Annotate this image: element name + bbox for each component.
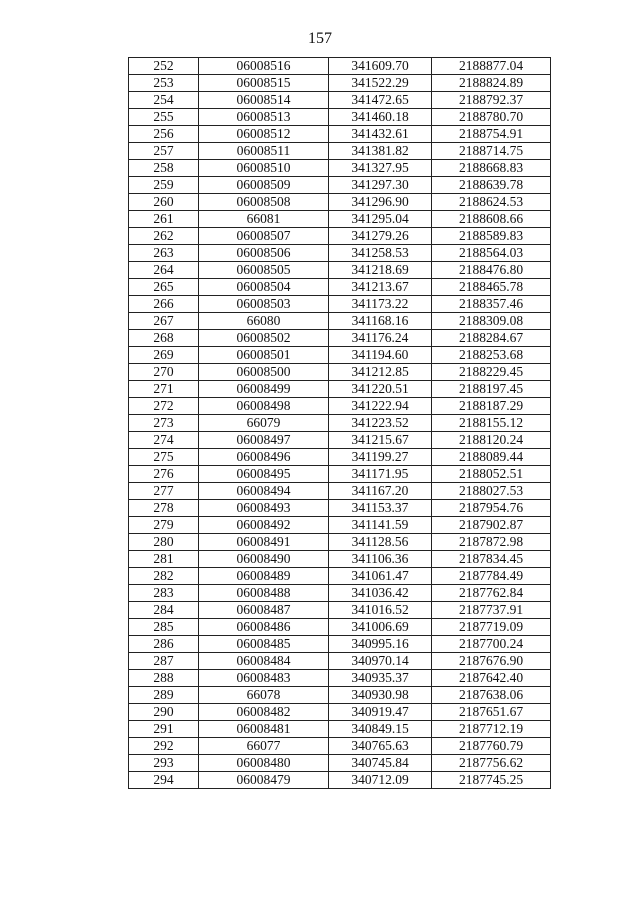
y-coordinate-cell: 2187784.49	[432, 568, 551, 585]
x-coordinate-cell: 340849.15	[329, 721, 432, 738]
x-coordinate-cell: 341472.65	[329, 92, 432, 109]
x-coordinate-cell: 341258.53	[329, 245, 432, 262]
table-row	[129, 466, 551, 483]
row-number-cell: 265	[129, 279, 199, 296]
y-coordinate-cell: 2187745.25	[432, 772, 551, 789]
y-coordinate-cell: 2188824.89	[432, 75, 551, 92]
table-row	[129, 347, 551, 364]
row-number-cell: 292	[129, 738, 199, 755]
y-coordinate-cell: 2187760.79	[432, 738, 551, 755]
point-id-cell: 06008493	[199, 500, 329, 517]
x-coordinate-cell: 341213.67	[329, 279, 432, 296]
x-coordinate-cell: 341212.85	[329, 364, 432, 381]
y-coordinate-cell: 2188253.68	[432, 347, 551, 364]
x-coordinate-cell: 341061.47	[329, 568, 432, 585]
y-coordinate-cell: 2187676.90	[432, 653, 551, 670]
table-row	[129, 721, 551, 738]
row-number-cell: 254	[129, 92, 199, 109]
table-row	[129, 551, 551, 568]
point-id-cell: 06008508	[199, 194, 329, 211]
x-coordinate-cell: 341522.29	[329, 75, 432, 92]
x-coordinate-cell: 340919.47	[329, 704, 432, 721]
row-number-cell: 274	[129, 432, 199, 449]
x-coordinate-cell: 341609.70	[329, 58, 432, 75]
row-number-cell: 255	[129, 109, 199, 126]
row-number-cell: 268	[129, 330, 199, 347]
row-number-cell: 291	[129, 721, 199, 738]
y-coordinate-cell: 2187762.84	[432, 585, 551, 602]
row-number-cell: 288	[129, 670, 199, 687]
point-id-cell: 06008510	[199, 160, 329, 177]
x-coordinate-cell: 341297.30	[329, 177, 432, 194]
x-coordinate-cell: 341222.94	[329, 398, 432, 415]
x-coordinate-cell: 341194.60	[329, 347, 432, 364]
point-id-cell: 06008484	[199, 653, 329, 670]
point-id-cell: 06008491	[199, 534, 329, 551]
x-coordinate-cell: 341460.18	[329, 109, 432, 126]
row-number-cell: 267	[129, 313, 199, 330]
y-coordinate-cell: 2187642.40	[432, 670, 551, 687]
row-number-cell: 282	[129, 568, 199, 585]
x-coordinate-cell: 341176.24	[329, 330, 432, 347]
table-row	[129, 160, 551, 177]
row-number-cell: 258	[129, 160, 199, 177]
table-row	[129, 194, 551, 211]
point-id-cell: 06008511	[199, 143, 329, 160]
point-id-cell: 06008496	[199, 449, 329, 466]
table-row	[129, 92, 551, 109]
y-coordinate-cell: 2188357.46	[432, 296, 551, 313]
y-coordinate-cell: 2187834.45	[432, 551, 551, 568]
row-number-cell: 290	[129, 704, 199, 721]
y-coordinate-cell: 2187651.67	[432, 704, 551, 721]
table-row	[129, 177, 551, 194]
row-number-cell: 289	[129, 687, 199, 704]
row-number-cell: 279	[129, 517, 199, 534]
point-id-cell: 06008514	[199, 92, 329, 109]
x-coordinate-cell: 340765.63	[329, 738, 432, 755]
table-row	[129, 398, 551, 415]
point-id-cell: 06008505	[199, 262, 329, 279]
y-coordinate-cell: 2188589.83	[432, 228, 551, 245]
x-coordinate-cell: 341327.95	[329, 160, 432, 177]
point-id-cell: 66079	[199, 415, 329, 432]
y-coordinate-cell: 2188187.29	[432, 398, 551, 415]
point-id-cell: 06008485	[199, 636, 329, 653]
table-row	[129, 653, 551, 670]
table-row	[129, 296, 551, 313]
y-coordinate-cell: 2188608.66	[432, 211, 551, 228]
point-id-cell: 06008498	[199, 398, 329, 415]
y-coordinate-cell: 2188052.51	[432, 466, 551, 483]
table-row	[129, 126, 551, 143]
y-coordinate-cell: 2188780.70	[432, 109, 551, 126]
row-number-cell: 276	[129, 466, 199, 483]
table-row	[129, 279, 551, 296]
y-coordinate-cell: 2188027.53	[432, 483, 551, 500]
table-row	[129, 381, 551, 398]
x-coordinate-cell: 341223.52	[329, 415, 432, 432]
row-number-cell: 275	[129, 449, 199, 466]
x-coordinate-cell: 340935.37	[329, 670, 432, 687]
coordinates-table-body	[129, 58, 551, 789]
row-number-cell: 270	[129, 364, 199, 381]
row-number-cell: 286	[129, 636, 199, 653]
row-number-cell: 281	[129, 551, 199, 568]
table-row	[129, 687, 551, 704]
point-id-cell: 06008516	[199, 58, 329, 75]
x-coordinate-cell: 341106.36	[329, 551, 432, 568]
point-id-cell: 06008489	[199, 568, 329, 585]
table-row	[129, 483, 551, 500]
x-coordinate-cell: 341199.27	[329, 449, 432, 466]
point-id-cell: 06008499	[199, 381, 329, 398]
table-row	[129, 704, 551, 721]
x-coordinate-cell: 341036.42	[329, 585, 432, 602]
y-coordinate-cell: 2187712.19	[432, 721, 551, 738]
x-coordinate-cell: 341295.04	[329, 211, 432, 228]
x-coordinate-cell: 340930.98	[329, 687, 432, 704]
point-id-cell: 06008495	[199, 466, 329, 483]
row-number-cell: 261	[129, 211, 199, 228]
table-row	[129, 670, 551, 687]
y-coordinate-cell: 2188639.78	[432, 177, 551, 194]
y-coordinate-cell: 2188668.83	[432, 160, 551, 177]
y-coordinate-cell: 2188089.44	[432, 449, 551, 466]
row-number-cell: 252	[129, 58, 199, 75]
table-row	[129, 143, 551, 160]
table-row	[129, 245, 551, 262]
point-id-cell: 06008501	[199, 347, 329, 364]
row-number-cell: 280	[129, 534, 199, 551]
point-id-cell: 66081	[199, 211, 329, 228]
table-row	[129, 449, 551, 466]
x-coordinate-cell: 341381.82	[329, 143, 432, 160]
table-row	[129, 602, 551, 619]
y-coordinate-cell: 2187872.98	[432, 534, 551, 551]
table-row	[129, 755, 551, 772]
y-coordinate-cell: 2187638.06	[432, 687, 551, 704]
y-coordinate-cell: 2188120.24	[432, 432, 551, 449]
x-coordinate-cell: 340995.16	[329, 636, 432, 653]
point-id-cell: 06008494	[199, 483, 329, 500]
y-coordinate-cell: 2188792.37	[432, 92, 551, 109]
row-number-cell: 262	[129, 228, 199, 245]
x-coordinate-cell: 341296.90	[329, 194, 432, 211]
x-coordinate-cell: 341279.26	[329, 228, 432, 245]
table-row	[129, 330, 551, 347]
point-id-cell: 06008480	[199, 755, 329, 772]
y-coordinate-cell: 2187737.91	[432, 602, 551, 619]
table-row	[129, 109, 551, 126]
row-number-cell: 259	[129, 177, 199, 194]
point-id-cell: 66080	[199, 313, 329, 330]
table-row	[129, 738, 551, 755]
point-id-cell: 06008512	[199, 126, 329, 143]
table-row	[129, 415, 551, 432]
row-number-cell: 293	[129, 755, 199, 772]
point-id-cell: 06008506	[199, 245, 329, 262]
row-number-cell: 278	[129, 500, 199, 517]
point-id-cell: 06008497	[199, 432, 329, 449]
table-row	[129, 500, 551, 517]
table-row	[129, 58, 551, 75]
point-id-cell: 06008482	[199, 704, 329, 721]
x-coordinate-cell: 341215.67	[329, 432, 432, 449]
y-coordinate-cell: 2188197.45	[432, 381, 551, 398]
y-coordinate-cell: 2188754.91	[432, 126, 551, 143]
row-number-cell: 284	[129, 602, 199, 619]
x-coordinate-cell: 341167.20	[329, 483, 432, 500]
x-coordinate-cell: 341173.22	[329, 296, 432, 313]
table-row	[129, 313, 551, 330]
point-id-cell: 06008502	[199, 330, 329, 347]
table-row	[129, 211, 551, 228]
row-number-cell: 269	[129, 347, 199, 364]
table-row	[129, 262, 551, 279]
point-id-cell: 06008515	[199, 75, 329, 92]
row-number-cell: 273	[129, 415, 199, 432]
row-number-cell: 272	[129, 398, 199, 415]
point-id-cell: 06008504	[199, 279, 329, 296]
x-coordinate-cell: 341220.51	[329, 381, 432, 398]
point-id-cell: 06008479	[199, 772, 329, 789]
row-number-cell: 271	[129, 381, 199, 398]
table-row	[129, 585, 551, 602]
point-id-cell: 06008500	[199, 364, 329, 381]
point-id-cell: 06008488	[199, 585, 329, 602]
point-id-cell: 06008481	[199, 721, 329, 738]
point-id-cell: 06008507	[199, 228, 329, 245]
y-coordinate-cell: 2188564.03	[432, 245, 551, 262]
row-number-cell: 285	[129, 619, 199, 636]
point-id-cell: 06008490	[199, 551, 329, 568]
table-row	[129, 772, 551, 789]
point-id-cell: 06008487	[199, 602, 329, 619]
point-id-cell: 66078	[199, 687, 329, 704]
y-coordinate-cell: 2187902.87	[432, 517, 551, 534]
x-coordinate-cell: 341153.37	[329, 500, 432, 517]
y-coordinate-cell: 2187954.76	[432, 500, 551, 517]
table-row	[129, 75, 551, 92]
y-coordinate-cell: 2188624.53	[432, 194, 551, 211]
x-coordinate-cell: 341171.95	[329, 466, 432, 483]
point-id-cell: 06008486	[199, 619, 329, 636]
row-number-cell: 287	[129, 653, 199, 670]
y-coordinate-cell: 2187700.24	[432, 636, 551, 653]
row-number-cell: 263	[129, 245, 199, 262]
y-coordinate-cell: 2188465.78	[432, 279, 551, 296]
y-coordinate-cell: 2188714.75	[432, 143, 551, 160]
x-coordinate-cell: 341016.52	[329, 602, 432, 619]
y-coordinate-cell: 2187756.62	[432, 755, 551, 772]
table-row	[129, 432, 551, 449]
row-number-cell: 257	[129, 143, 199, 160]
x-coordinate-cell: 340712.09	[329, 772, 432, 789]
row-number-cell: 277	[129, 483, 199, 500]
x-coordinate-cell: 341141.59	[329, 517, 432, 534]
x-coordinate-cell: 341168.16	[329, 313, 432, 330]
page-number: 157	[308, 30, 332, 47]
row-number-cell: 256	[129, 126, 199, 143]
point-id-cell: 06008503	[199, 296, 329, 313]
table-row	[129, 534, 551, 551]
y-coordinate-cell: 2188877.04	[432, 58, 551, 75]
point-id-cell: 06008513	[199, 109, 329, 126]
row-number-cell: 294	[129, 772, 199, 789]
row-number-cell: 266	[129, 296, 199, 313]
point-id-cell: 06008483	[199, 670, 329, 687]
table-row	[129, 228, 551, 245]
table-row	[129, 568, 551, 585]
table-row	[129, 636, 551, 653]
y-coordinate-cell: 2188309.08	[432, 313, 551, 330]
table-row	[129, 517, 551, 534]
x-coordinate-cell: 341128.56	[329, 534, 432, 551]
table-row	[129, 619, 551, 636]
x-coordinate-cell: 341432.61	[329, 126, 432, 143]
row-number-cell: 253	[129, 75, 199, 92]
y-coordinate-cell: 2188284.67	[432, 330, 551, 347]
row-number-cell: 264	[129, 262, 199, 279]
point-id-cell: 06008509	[199, 177, 329, 194]
point-id-cell: 66077	[199, 738, 329, 755]
x-coordinate-cell: 340745.84	[329, 755, 432, 772]
row-number-cell: 260	[129, 194, 199, 211]
row-number-cell: 283	[129, 585, 199, 602]
y-coordinate-cell: 2188476.80	[432, 262, 551, 279]
coordinates-table	[128, 57, 551, 789]
x-coordinate-cell: 341006.69	[329, 619, 432, 636]
x-coordinate-cell: 340970.14	[329, 653, 432, 670]
y-coordinate-cell: 2188155.12	[432, 415, 551, 432]
point-id-cell: 06008492	[199, 517, 329, 534]
y-coordinate-cell: 2187719.09	[432, 619, 551, 636]
table-row	[129, 364, 551, 381]
y-coordinate-cell: 2188229.45	[432, 364, 551, 381]
x-coordinate-cell: 341218.69	[329, 262, 432, 279]
